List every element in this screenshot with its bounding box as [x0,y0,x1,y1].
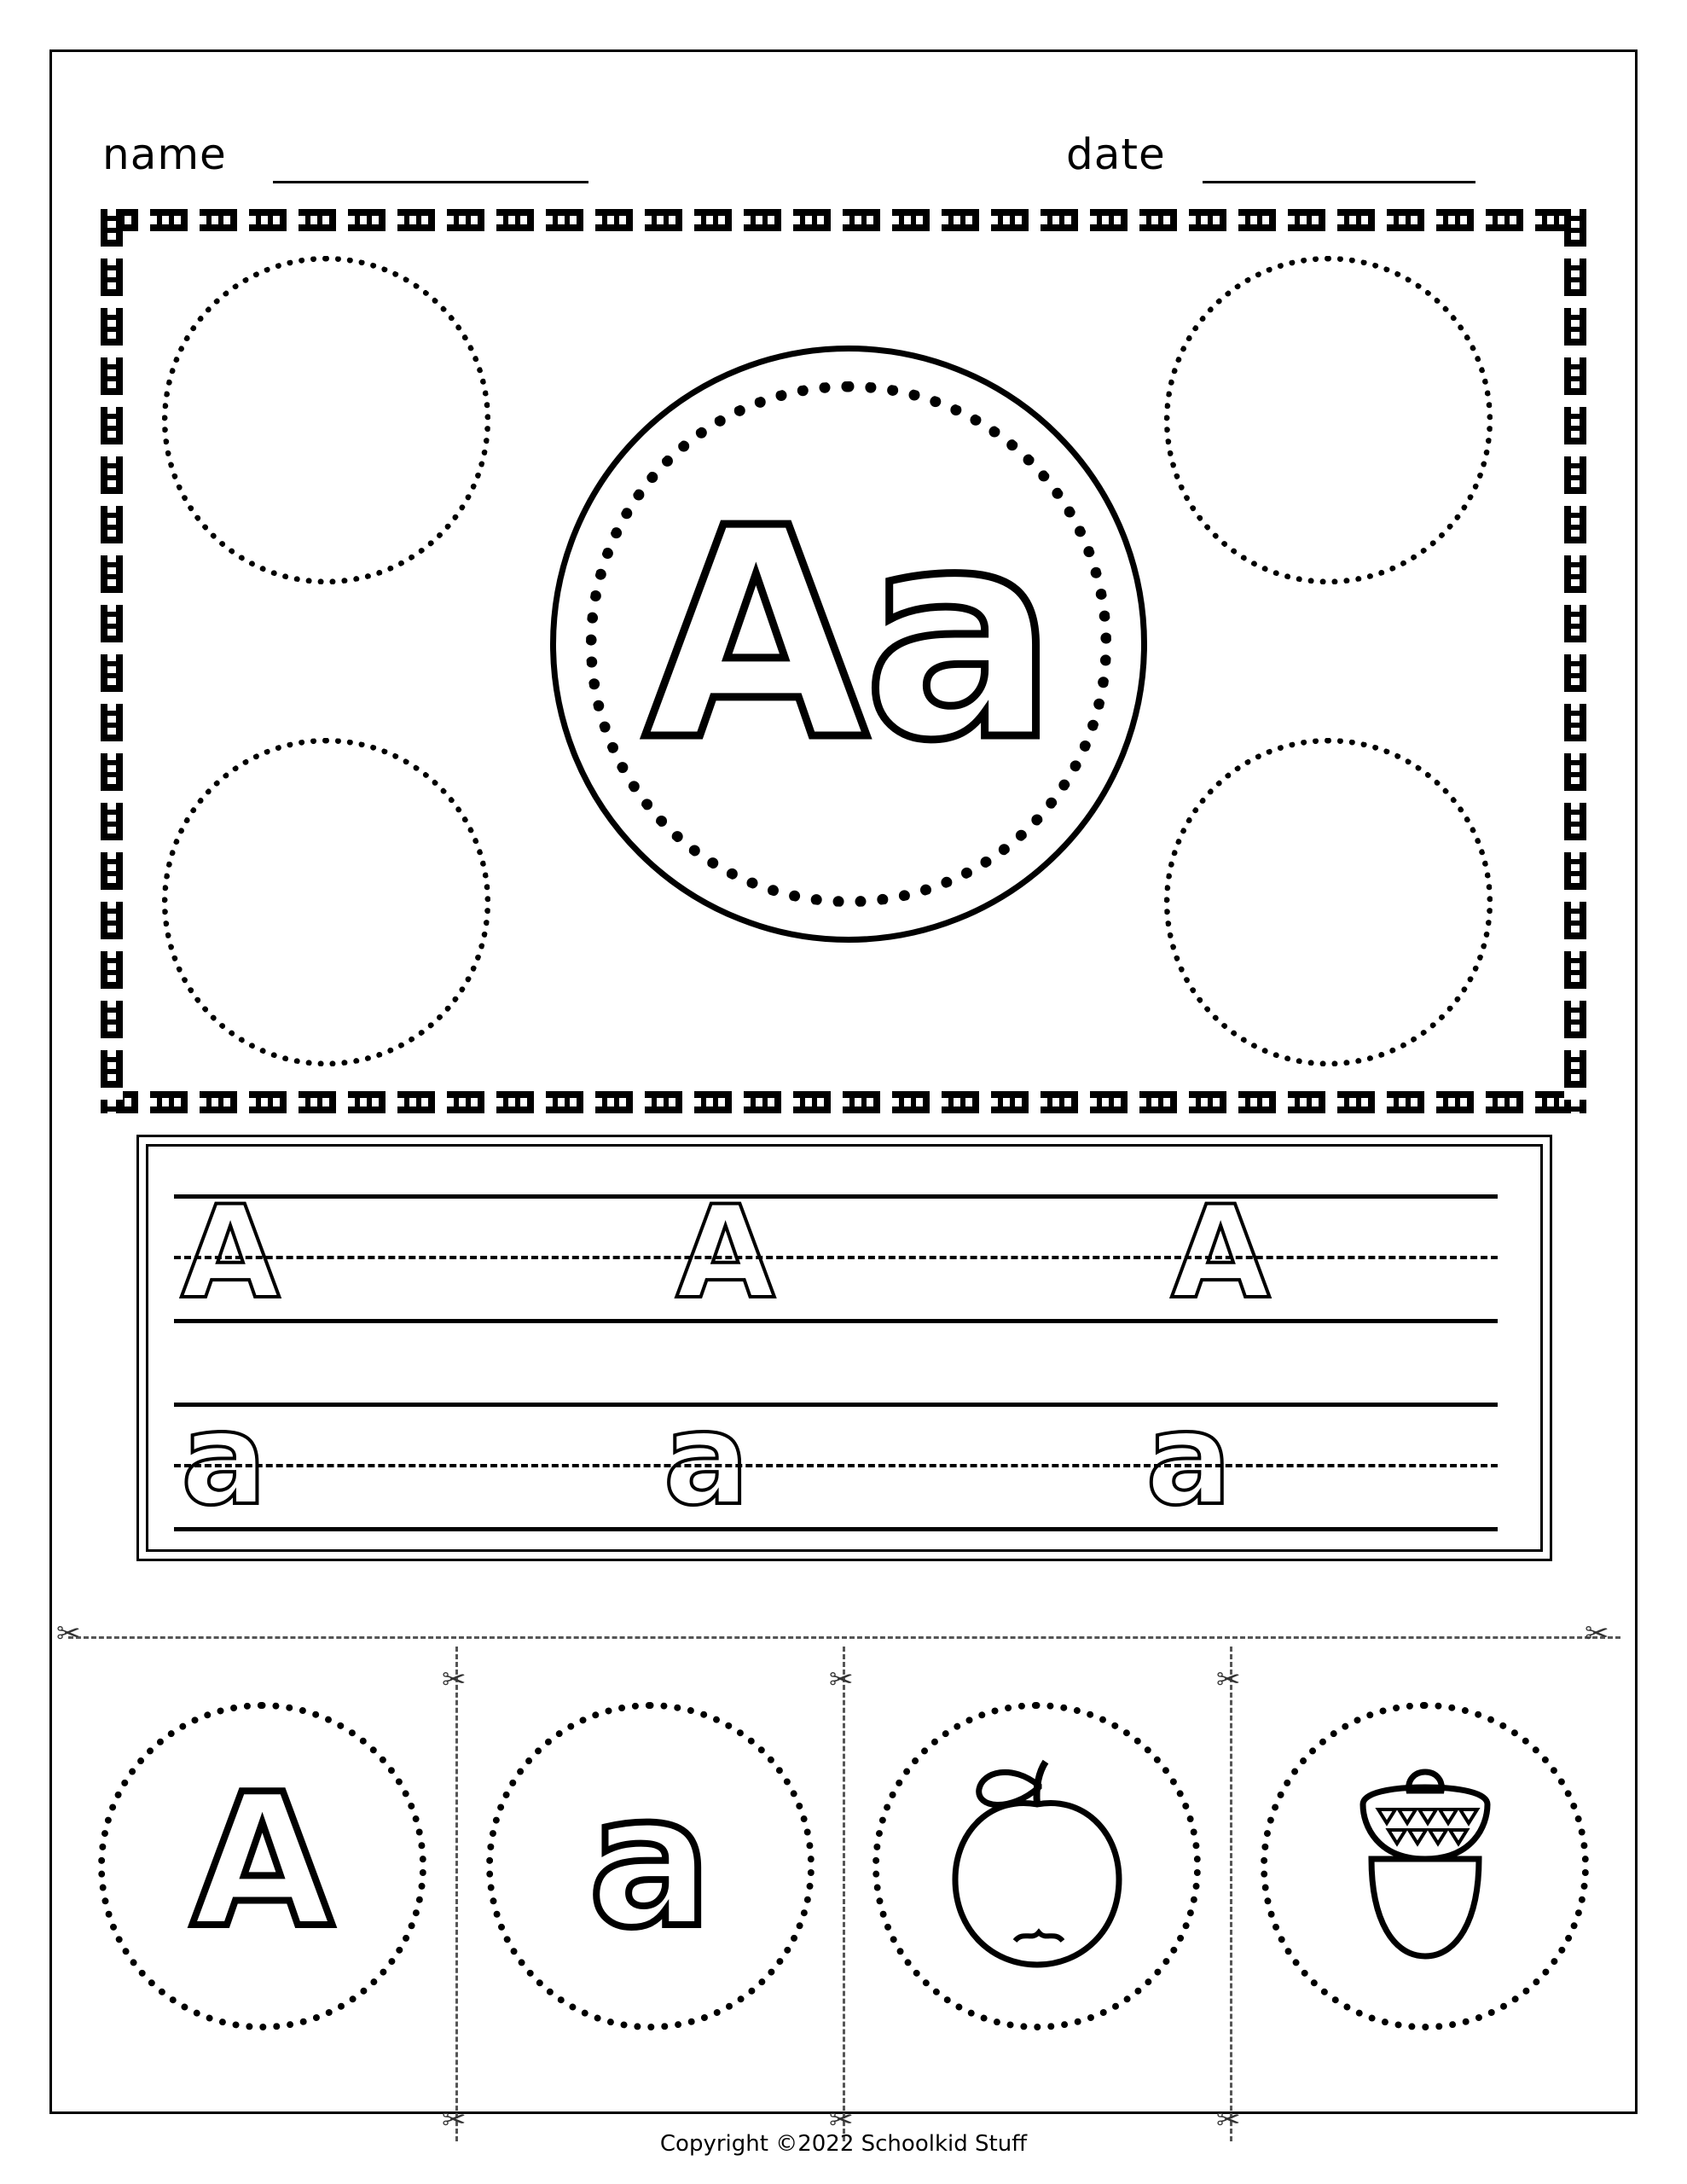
vertical-cut-line [843,1647,845,2141]
cut-card-uppercase-a[interactable] [98,1702,426,2030]
cut-card-apple[interactable] [872,1702,1201,2030]
frame-edge-bottom [101,1091,1586,1113]
trace-circle-top-right[interactable] [1164,256,1493,584]
vertical-cut-line [455,1647,458,2141]
cut-card-lowercase-a[interactable] [486,1702,815,2030]
card-letter: A [191,1754,333,1968]
trace-circle-top-left[interactable] [162,256,490,584]
acorn-icon [1267,1709,1582,2024]
medallion-letters: Aa [643,467,1054,804]
scissors-icon: ✂ [442,2103,467,2137]
handwriting-practice-inner-border [146,1144,1543,1552]
scissors-icon: ✂ [829,2103,854,2137]
name-date-row [102,119,1586,196]
letter-medallion [550,346,1147,943]
frame-edge-right [1564,209,1586,1113]
footer-copyright: Copyright ©2022 Schoolkid Stuff [659,2131,1028,2157]
trace-circle-bottom-right[interactable] [1164,738,1493,1066]
date-label: date [1066,130,1166,179]
scissors-icon: ✂ [829,1663,854,1697]
apple-icon [879,1709,1194,2024]
name-label: name [102,130,227,179]
scissors-icon: ✂ [56,1617,81,1651]
trace-row-lowercase[interactable]: a a a [181,1385,1335,1534]
trace-row-uppercase[interactable]: A A A [181,1179,1373,1327]
frame-edge-top [101,209,1586,231]
scissors-icon: ✂ [442,1663,467,1697]
vertical-cut-line [1230,1647,1232,2141]
scissors-icon: ✂ [1216,1663,1241,1697]
scissors-icon: ✂ [1216,2103,1241,2137]
scissors-icon: ✂ [1585,1617,1609,1651]
frame-edge-left [101,209,123,1113]
horizontal-cut-line [68,1636,1620,1639]
trace-circle-bottom-left[interactable] [162,738,490,1066]
handwriting-practice-box [136,1135,1552,1561]
card-letter: a [588,1754,713,1968]
date-write-line[interactable] [1203,181,1475,183]
name-write-line[interactable] [273,181,588,183]
cut-card-acorn[interactable] [1261,1702,1589,2030]
